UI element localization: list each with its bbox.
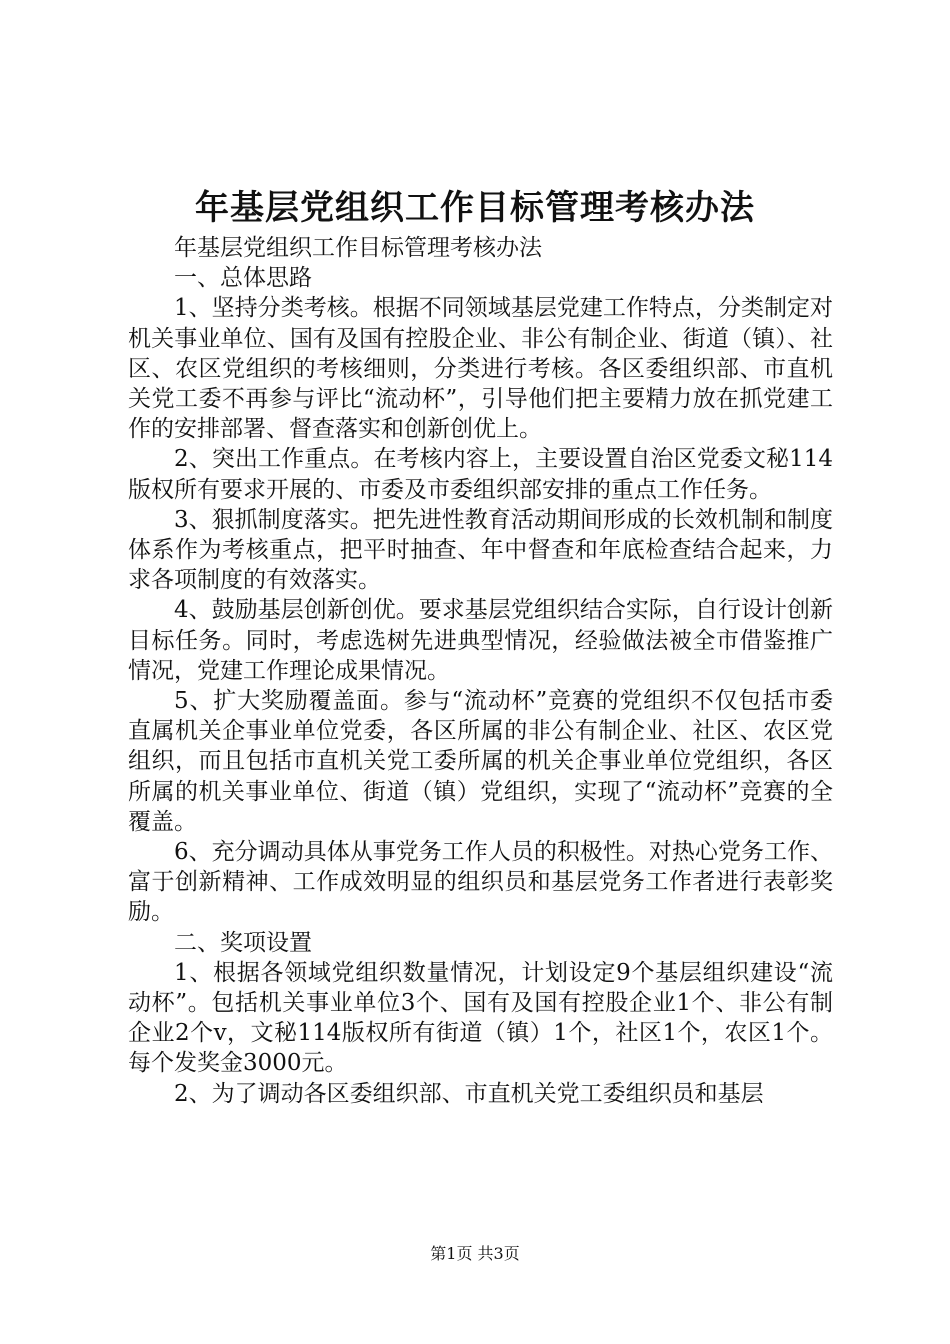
paragraph-2: 2、突出工作重点。在考核内容上，主要设置自治区党委文秘114版权所有要求开展的、市委及市委组织部安排的重点工作任务。 <box>128 446 833 503</box>
document-title: 年基层党组织工作目标管理考核办法 <box>195 188 755 228</box>
section-heading-overall-approach: 一、总体思路 <box>174 265 312 292</box>
paragraph-5: 5、扩大奖励覆盖面。参与“流动杯”竞赛的党组织不仅包括市委直属机关企事业单位党委，各区所属的非公有制企业、社区、农区党组织，而且包括市直机关党工委所属的机关企事业单位党组织，各区所属的机关事业单位、街道（镇）党组织，实现了“流动杯”竞赛的全覆盖。 <box>128 688 833 835</box>
section-heading-awards: 二、奖项设置 <box>174 929 312 956</box>
paragraph-4: 4、鼓励基层创新创优。要求基层党组织结合实际，自行设计创新目标任务。同时，考虑选树先进典型情况，经验做法被全市借鉴推广情况，党建工作理论成果情况。 <box>128 597 833 684</box>
paragraph-3: 3、狠抓制度落实。把先进性教育活动期间形成的长效机制和制度体系作为考核重点，把平时抽查、年中督查和年底检查结合起来，力求各项制度的有效落实。 <box>128 506 833 594</box>
paragraph-awards-2: 2、为了调动各区委组织部、市直机关党工委组织员和基层 <box>174 1080 764 1107</box>
document-body <box>128 233 833 1109</box>
paragraph-awards-1: 1、根据各领域党组织数量情况，计划设定9个基层组织建设“流动杯”。包括机关事业单位3个、国有及国有控股企业1个、非公有制企业2个v，文秘114版权所有街道（镇）1个，社区1个，农区1个。每个发奖金3000元。 <box>128 959 833 1077</box>
subtitle-paragraph: 年基层党组织工作目标管理考核办法 <box>174 235 542 261</box>
paragraph-1: 1、坚持分类考核。根据不同领域基层党建工作特点，分类制定对机关事业单位、国有及国有控股企业、非公有制企业、街道（镇）、社区、农区党组织的考核细则，分类进行考核。各区委组织部、市直机关党工委不再参与评比“流动杯”，引导他们把主要精力放在抓党建工作的安排部署、督查落实和创新创优上。 <box>128 295 833 443</box>
page-number-footer: 第1页 共3页 <box>430 1244 520 1263</box>
paragraph-6: 6、充分调动具体从事党务工作人员的积极性。对热心党务工作、富于创新精神、工作成效明显的组织员和基层党务工作者进行表彰奖励。 <box>128 839 833 926</box>
